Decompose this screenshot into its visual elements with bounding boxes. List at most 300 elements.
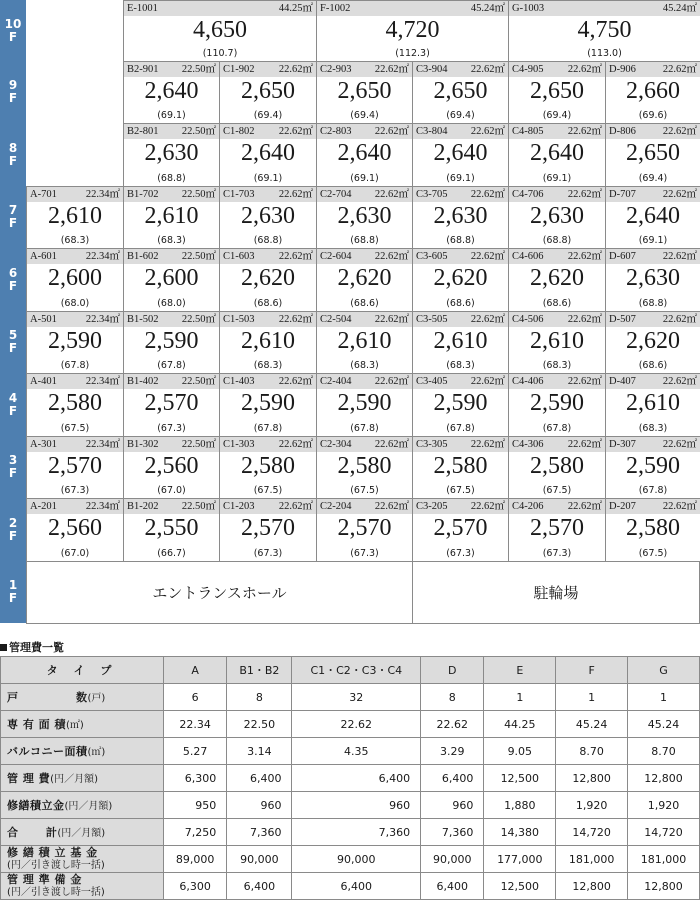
unit-area: 22.62㎡ bbox=[662, 314, 697, 325]
unit-cell bbox=[26, 311, 124, 374]
unit-price: 2,580 bbox=[337, 453, 392, 479]
unit-cell bbox=[412, 373, 509, 437]
unit-cell bbox=[508, 373, 606, 437]
unit-header bbox=[124, 62, 219, 77]
unit-price: 4,650 bbox=[193, 17, 247, 43]
fee-value-cell: 7,250 bbox=[164, 819, 227, 846]
unit-header bbox=[27, 499, 123, 514]
unit-cell bbox=[605, 311, 700, 374]
unit-cell bbox=[123, 311, 220, 374]
unit-id: C4-606 bbox=[512, 251, 544, 262]
unit-price-per-tsubo: (67.5) bbox=[350, 485, 379, 496]
unit-area: 22.34㎡ bbox=[85, 376, 120, 387]
unit-cell bbox=[316, 498, 413, 562]
unit-header bbox=[509, 374, 605, 389]
unit-cell bbox=[123, 436, 220, 499]
unit-price: 2,620 bbox=[337, 265, 392, 291]
unit-price-per-tsubo: (67.5) bbox=[446, 485, 475, 496]
unit-price: 2,630 bbox=[530, 203, 584, 229]
unit-price: 2,630 bbox=[144, 140, 199, 166]
unit-cell bbox=[412, 186, 509, 249]
floor-label-2f bbox=[0, 498, 26, 562]
unit-id: D-307 bbox=[609, 439, 636, 450]
floor-label-char: 9 bbox=[8, 78, 18, 92]
unit-cell bbox=[605, 61, 700, 124]
unit-id: D-407 bbox=[609, 376, 636, 387]
fee-row-label bbox=[1, 765, 164, 792]
unit-price: 2,620 bbox=[433, 265, 488, 291]
unit-price-per-tsubo: (68.3) bbox=[638, 423, 668, 434]
fee-row-label bbox=[1, 792, 164, 819]
unit-id: B1-602 bbox=[127, 251, 159, 262]
unit-price-per-tsubo: (68.3) bbox=[446, 360, 475, 371]
fee-value-cell: 90,000 bbox=[292, 846, 421, 873]
fee-value-cell: 6,400 bbox=[292, 765, 421, 792]
unit-price: 2,610 bbox=[337, 328, 392, 354]
unit-id: C1-902 bbox=[223, 64, 255, 75]
unit-price: 2,640 bbox=[530, 140, 584, 166]
fee-value-cell: 12,500 bbox=[484, 873, 556, 900]
unit-header bbox=[413, 249, 508, 264]
fee-row-unit: (㎡) bbox=[87, 747, 106, 758]
unit-id: B2-801 bbox=[127, 126, 159, 137]
fee-row-label bbox=[1, 846, 164, 873]
unit-header bbox=[220, 187, 316, 202]
unit-header bbox=[27, 187, 123, 202]
unit-header bbox=[413, 62, 508, 77]
unit-header bbox=[27, 374, 123, 389]
unit-cell bbox=[412, 436, 509, 499]
fee-value-cell: 1,880 bbox=[484, 792, 556, 819]
unit-price: 2,630 bbox=[241, 203, 295, 229]
floor-label-char: F bbox=[8, 91, 18, 105]
unit-cell bbox=[26, 248, 124, 312]
unit-area: 22.62㎡ bbox=[374, 376, 409, 387]
unit-price: 2,560 bbox=[48, 515, 102, 541]
unit-area: 22.50㎡ bbox=[181, 439, 216, 450]
unit-area: 22.50㎡ bbox=[181, 314, 216, 325]
unit-header bbox=[317, 124, 412, 139]
unit-price: 2,570 bbox=[144, 390, 199, 416]
unit-price: 2,570 bbox=[337, 515, 392, 541]
unit-price: 2,620 bbox=[626, 328, 680, 354]
unit-price: 4,750 bbox=[577, 17, 632, 43]
unit-cell bbox=[26, 186, 124, 249]
fee-value-cell: 8 bbox=[227, 684, 292, 711]
unit-price-per-tsubo: (69.4) bbox=[638, 173, 668, 184]
unit-price: 2,630 bbox=[337, 203, 392, 229]
unit-header bbox=[220, 249, 316, 264]
unit-price: 2,650 bbox=[241, 78, 295, 104]
unit-price: 2,590 bbox=[337, 390, 392, 416]
unit-price: 2,570 bbox=[241, 515, 295, 541]
unit-area: 22.50㎡ bbox=[181, 64, 216, 75]
unit-id: A-501 bbox=[30, 314, 57, 325]
unit-header bbox=[124, 499, 219, 514]
unit-header bbox=[220, 62, 316, 77]
unit-cell bbox=[123, 186, 220, 249]
unit-price: 2,620 bbox=[241, 265, 295, 291]
fee-value-cell: 3.29 bbox=[421, 738, 484, 765]
unit-header bbox=[124, 1, 316, 16]
floor-label-10f bbox=[0, 0, 26, 62]
floor-label-char: F bbox=[8, 153, 18, 168]
floor-label-char: 10 bbox=[4, 16, 22, 31]
unit-cell bbox=[316, 248, 413, 312]
unit-id: B1-702 bbox=[127, 189, 159, 200]
floor-label-9f bbox=[0, 61, 26, 124]
fee-row-label-text: 修 繕 積 立 基 金 bbox=[7, 845, 98, 859]
unit-cell bbox=[219, 373, 317, 437]
unit-price-per-tsubo: (68.8) bbox=[253, 235, 283, 246]
unit-header bbox=[317, 499, 412, 514]
unit-header bbox=[509, 1, 700, 16]
unit-area: 22.62㎡ bbox=[470, 376, 505, 387]
unit-area: 22.62㎡ bbox=[278, 376, 313, 387]
unit-price: 2,570 bbox=[530, 515, 584, 541]
unit-id: D-207 bbox=[609, 501, 636, 512]
fee-value-cell: 9.05 bbox=[484, 738, 556, 765]
unit-area: 45.24㎡ bbox=[662, 3, 697, 14]
floor-label-char: F bbox=[8, 278, 18, 293]
fee-value-cell: 6,400 bbox=[421, 873, 484, 900]
unit-id: C3-804 bbox=[416, 126, 448, 137]
unit-area: 22.62㎡ bbox=[374, 251, 409, 262]
fee-value-cell: 960 bbox=[421, 792, 484, 819]
unit-id: B1-302 bbox=[127, 439, 159, 450]
unit-id: C2-704 bbox=[320, 189, 352, 200]
unit-price: 2,630 bbox=[626, 265, 680, 291]
floor-label-char: F bbox=[8, 466, 18, 480]
unit-price-per-tsubo: (110.7) bbox=[202, 48, 238, 59]
unit-price: 2,650 bbox=[626, 140, 680, 166]
unit-price-per-tsubo: (68.6) bbox=[638, 360, 668, 371]
unit-price: 2,640 bbox=[144, 78, 199, 104]
fee-value-cell: 32 bbox=[292, 684, 421, 711]
unit-area: 22.62㎡ bbox=[278, 501, 313, 512]
fee-value-cell: 12,500 bbox=[484, 765, 556, 792]
unit-price-per-tsubo: (68.3) bbox=[350, 360, 379, 371]
unit-price-per-tsubo: (69.1) bbox=[253, 173, 283, 184]
unit-price-per-tsubo: (68.6) bbox=[446, 298, 475, 309]
fee-row bbox=[1, 738, 700, 765]
unit-id: C2-304 bbox=[320, 439, 352, 450]
unit-price-per-tsubo: (67.3) bbox=[350, 548, 379, 559]
unit-area: 22.62㎡ bbox=[567, 189, 602, 200]
unit-id: C3-705 bbox=[416, 189, 448, 200]
unit-id: C3-305 bbox=[416, 439, 448, 450]
fee-row bbox=[1, 765, 700, 792]
unit-price-per-tsubo: (66.7) bbox=[157, 548, 186, 559]
type-header-label: タ イ プ bbox=[1, 657, 164, 684]
unit-area: 44.25㎡ bbox=[278, 3, 313, 14]
fee-row-label bbox=[1, 711, 164, 738]
unit-header bbox=[606, 499, 700, 514]
unit-price: 2,620 bbox=[530, 265, 584, 291]
unit-cell bbox=[605, 373, 700, 437]
unit-header bbox=[317, 62, 412, 77]
unit-area: 22.62㎡ bbox=[374, 501, 409, 512]
unit-area: 22.34㎡ bbox=[85, 189, 120, 200]
unit-price: 2,610 bbox=[626, 390, 680, 416]
unit-header bbox=[220, 374, 316, 389]
unit-price: 2,580 bbox=[433, 453, 488, 479]
unit-price: 2,590 bbox=[530, 390, 584, 416]
unit-header bbox=[220, 437, 316, 452]
unit-cell bbox=[219, 186, 317, 249]
unit-area: 22.62㎡ bbox=[470, 189, 505, 200]
fee-row-unit: (円／月額) bbox=[57, 828, 106, 839]
unit-id: C3-605 bbox=[416, 251, 448, 262]
unit-cell bbox=[508, 248, 606, 312]
unit-cell bbox=[316, 311, 413, 374]
unit-cell bbox=[412, 61, 509, 124]
fee-value-cell: 6,400 bbox=[292, 873, 421, 900]
floor-label-char: 6 bbox=[8, 265, 18, 280]
unit-cell bbox=[123, 0, 317, 62]
unit-header bbox=[509, 62, 605, 77]
floor-label-char: F bbox=[8, 403, 18, 418]
unit-area: 22.62㎡ bbox=[662, 251, 697, 262]
unit-cell bbox=[123, 498, 220, 562]
fee-row bbox=[1, 846, 700, 873]
fee-row bbox=[1, 873, 700, 900]
unit-id: F-1002 bbox=[320, 3, 351, 14]
unit-area: 45.24㎡ bbox=[470, 3, 505, 14]
floor-label-5f bbox=[0, 311, 26, 374]
unit-id: G-1003 bbox=[512, 3, 545, 14]
unit-price: 2,580 bbox=[626, 515, 680, 541]
fee-value-cell: 6,400 bbox=[227, 873, 292, 900]
unit-price-per-tsubo: (69.1) bbox=[350, 173, 379, 184]
fee-value-cell: 14,720 bbox=[556, 819, 628, 846]
unit-id: C4-905 bbox=[512, 64, 544, 75]
management-fee-table bbox=[0, 656, 700, 900]
fee-value-cell: 22.62 bbox=[421, 711, 484, 738]
unit-cell bbox=[316, 436, 413, 499]
unit-price-per-tsubo: (68.8) bbox=[542, 235, 572, 246]
unit-price: 2,650 bbox=[337, 78, 392, 104]
unit-price: 2,640 bbox=[626, 203, 680, 229]
unit-cell bbox=[412, 248, 509, 312]
floor-label-char: 5 bbox=[8, 328, 18, 342]
fee-value-cell: 22.34 bbox=[164, 711, 227, 738]
type-header-cell: A bbox=[164, 657, 227, 684]
unit-header bbox=[317, 187, 412, 202]
unit-area: 22.62㎡ bbox=[567, 439, 602, 450]
fee-row-label-text: 戸 数 bbox=[7, 691, 88, 704]
unit-id: B1-402 bbox=[127, 376, 159, 387]
unit-area: 22.62㎡ bbox=[278, 314, 313, 325]
floor-label-8f bbox=[0, 123, 26, 187]
fee-value-cell: 960 bbox=[227, 792, 292, 819]
fee-value-cell: 1 bbox=[556, 684, 628, 711]
unit-price-per-tsubo: (68.6) bbox=[350, 298, 379, 309]
unit-id: C4-805 bbox=[512, 126, 544, 137]
fee-value-cell: 12,800 bbox=[628, 765, 700, 792]
unit-area: 22.62㎡ bbox=[662, 501, 697, 512]
unit-price: 2,590 bbox=[433, 390, 488, 416]
fee-row-unit: (円／引き渡し時一括) bbox=[7, 859, 105, 871]
unit-price: 2,630 bbox=[433, 203, 488, 229]
unit-id: A-301 bbox=[30, 439, 57, 450]
unit-area: 22.50㎡ bbox=[181, 501, 216, 512]
unit-price-per-tsubo: (113.0) bbox=[587, 48, 622, 59]
unit-cell bbox=[316, 0, 509, 62]
unit-id: C4-506 bbox=[512, 314, 544, 325]
unit-header bbox=[27, 312, 123, 327]
unit-price-per-tsubo: (67.5) bbox=[638, 548, 668, 559]
fee-value-cell: 7,360 bbox=[292, 819, 421, 846]
fee-row-unit: (円／月額) bbox=[50, 774, 98, 785]
fee-row-label bbox=[1, 819, 164, 846]
unit-header bbox=[413, 374, 508, 389]
unit-header bbox=[509, 499, 605, 514]
floor-label-char: F bbox=[8, 341, 18, 355]
floor-label-char: 7 bbox=[8, 203, 18, 217]
unit-area: 22.62㎡ bbox=[567, 501, 602, 512]
unit-price-per-tsubo: (68.8) bbox=[446, 235, 475, 246]
unit-cell bbox=[508, 186, 606, 249]
fee-value-cell: 181,000 bbox=[628, 846, 700, 873]
unit-cell bbox=[605, 123, 700, 187]
unit-price-per-tsubo: (67.5) bbox=[542, 485, 572, 496]
fee-value-cell: 6 bbox=[164, 684, 227, 711]
unit-header bbox=[606, 437, 700, 452]
fee-value-cell: 1,920 bbox=[556, 792, 628, 819]
bicycle-parking-area: 駐輪場 bbox=[412, 561, 700, 624]
unit-area: 22.62㎡ bbox=[662, 64, 697, 75]
unit-price-per-tsubo: (67.3) bbox=[60, 485, 90, 496]
unit-area: 22.62㎡ bbox=[662, 126, 697, 137]
fee-row-label bbox=[1, 738, 164, 765]
unit-area: 22.62㎡ bbox=[374, 64, 409, 75]
unit-cell bbox=[412, 311, 509, 374]
unit-header bbox=[606, 187, 700, 202]
unit-id: C1-703 bbox=[223, 189, 255, 200]
unit-header bbox=[413, 499, 508, 514]
unit-id: C1-203 bbox=[223, 501, 255, 512]
fee-value-cell: 6,300 bbox=[164, 873, 227, 900]
unit-id: C2-204 bbox=[320, 501, 352, 512]
unit-header bbox=[317, 249, 412, 264]
unit-cell bbox=[26, 373, 124, 437]
fee-value-cell: 89,000 bbox=[164, 846, 227, 873]
unit-price-per-tsubo: (67.0) bbox=[60, 548, 90, 559]
unit-area: 22.62㎡ bbox=[278, 189, 313, 200]
unit-price-per-tsubo: (67.3) bbox=[253, 548, 283, 559]
fee-value-cell: 8 bbox=[421, 684, 484, 711]
fee-row-label-text: 管 理 費 bbox=[7, 772, 51, 785]
fee-row-unit: (㎡) bbox=[66, 720, 84, 731]
fee-row bbox=[1, 711, 700, 738]
fee-row-label bbox=[1, 873, 164, 900]
unit-price: 2,590 bbox=[241, 390, 295, 416]
unit-area: 22.34㎡ bbox=[85, 439, 120, 450]
unit-price-per-tsubo: (68.3) bbox=[253, 360, 283, 371]
unit-cell bbox=[26, 436, 124, 499]
unit-id: A-201 bbox=[30, 501, 57, 512]
unit-price-per-tsubo: (68.8) bbox=[638, 298, 668, 309]
unit-header bbox=[220, 499, 316, 514]
fee-value-cell: 14,720 bbox=[628, 819, 700, 846]
unit-area: 22.62㎡ bbox=[470, 126, 505, 137]
unit-price: 2,550 bbox=[144, 515, 199, 541]
unit-cell bbox=[26, 498, 124, 562]
unit-price-per-tsubo: (69.6) bbox=[638, 110, 668, 121]
fee-value-cell: 22.62 bbox=[292, 711, 421, 738]
unit-id: D-507 bbox=[609, 314, 636, 325]
unit-area: 22.62㎡ bbox=[470, 439, 505, 450]
unit-price-per-tsubo: (67.8) bbox=[60, 360, 90, 371]
unit-price: 2,610 bbox=[433, 328, 488, 354]
fee-value-cell: 950 bbox=[164, 792, 227, 819]
unit-header bbox=[124, 312, 219, 327]
unit-header bbox=[606, 374, 700, 389]
unit-cell bbox=[123, 373, 220, 437]
floor-label-char: F bbox=[8, 29, 18, 44]
fee-value-cell: 1 bbox=[628, 684, 700, 711]
unit-id: A-601 bbox=[30, 251, 57, 262]
unit-area: 22.34㎡ bbox=[85, 501, 120, 512]
unit-cell bbox=[508, 498, 606, 562]
unit-price: 2,600 bbox=[48, 265, 102, 291]
unit-header bbox=[509, 187, 605, 202]
unit-price: 2,650 bbox=[433, 78, 488, 104]
unit-id: D-607 bbox=[609, 251, 636, 262]
unit-area: 22.62㎡ bbox=[470, 501, 505, 512]
floor-label-char: F bbox=[8, 591, 18, 605]
fee-row bbox=[1, 819, 700, 846]
unit-area: 22.62㎡ bbox=[470, 64, 505, 75]
type-header-cell: F bbox=[556, 657, 628, 684]
unit-header bbox=[317, 1, 508, 16]
unit-header bbox=[606, 62, 700, 77]
unit-header bbox=[124, 374, 219, 389]
unit-area: 22.34㎡ bbox=[85, 314, 120, 325]
unit-id: C2-903 bbox=[320, 64, 352, 75]
unit-area: 22.62㎡ bbox=[567, 314, 602, 325]
unit-area: 22.62㎡ bbox=[374, 189, 409, 200]
fee-row-label-text: 修繕積立金 bbox=[7, 799, 65, 812]
unit-header bbox=[124, 124, 219, 139]
unit-area: 22.34㎡ bbox=[85, 251, 120, 262]
fee-value-cell: 90,000 bbox=[227, 846, 292, 873]
floor-label-1f bbox=[0, 561, 26, 624]
unit-id: C1-603 bbox=[223, 251, 255, 262]
type-header-cell: D bbox=[421, 657, 484, 684]
unit-header bbox=[509, 124, 605, 139]
unit-id: C4-706 bbox=[512, 189, 544, 200]
unit-price-per-tsubo: (69.4) bbox=[350, 110, 379, 121]
unit-area: 22.62㎡ bbox=[567, 64, 602, 75]
unit-header bbox=[124, 437, 219, 452]
unit-price: 2,650 bbox=[530, 78, 584, 104]
unit-area: 22.62㎡ bbox=[662, 189, 697, 200]
type-header-cell: C1・C2・C3・C4 bbox=[292, 657, 421, 684]
unit-id: C4-206 bbox=[512, 501, 544, 512]
unit-cell bbox=[605, 436, 700, 499]
unit-id: C2-803 bbox=[320, 126, 352, 137]
fee-section-title: 管理費一覧 bbox=[0, 639, 64, 655]
unit-cell bbox=[605, 248, 700, 312]
fee-row-label-text: 合 計 bbox=[7, 826, 58, 839]
unit-price-per-tsubo: (68.6) bbox=[253, 298, 283, 309]
unit-price-per-tsubo: (69.1) bbox=[542, 173, 572, 184]
fee-value-cell: 45.24 bbox=[556, 711, 628, 738]
unit-header bbox=[124, 249, 219, 264]
unit-area: 22.50㎡ bbox=[181, 189, 216, 200]
